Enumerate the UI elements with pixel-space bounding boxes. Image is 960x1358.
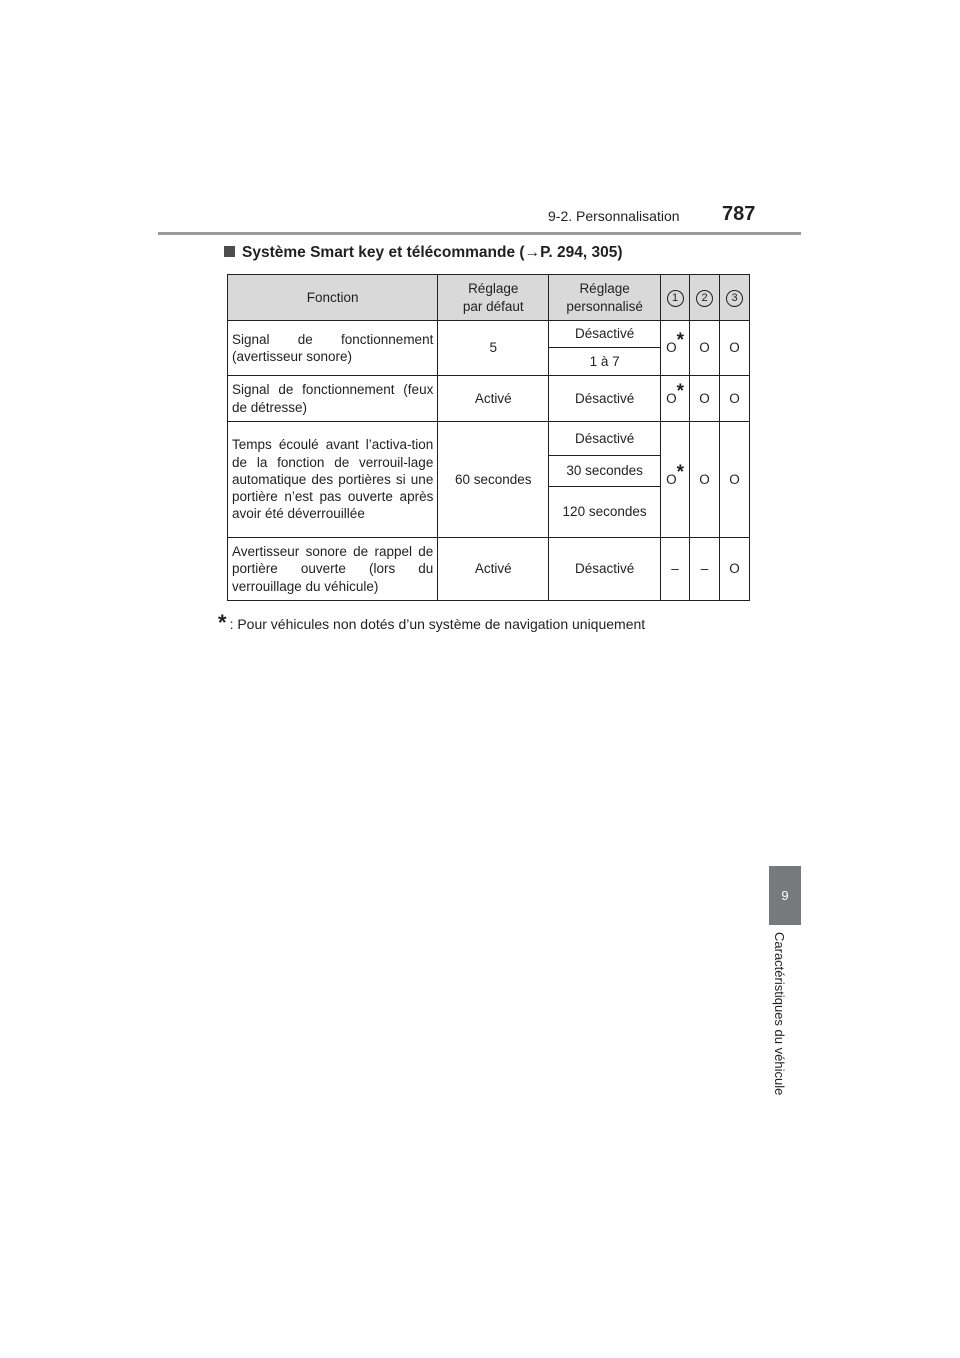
row-col1: O*	[661, 422, 690, 538]
row-function: Signal de fonctionnement (feux de détresse)	[228, 376, 438, 422]
chapter-tab	[769, 866, 801, 925]
square-bullet-icon	[224, 246, 235, 257]
row-default: 5	[438, 321, 549, 376]
number-2-icon: 2	[696, 290, 713, 307]
header-col3	[720, 275, 750, 321]
row-custom: Désactivé	[549, 321, 661, 348]
header-default: Réglage par défaut	[438, 275, 549, 321]
header-col2	[690, 275, 720, 321]
table-row	[228, 538, 750, 601]
row-custom: Désactivé	[549, 422, 661, 456]
row-custom: Désactivé	[549, 538, 661, 601]
section-title-text: Système Smart key et télécommande (	[242, 244, 525, 261]
table-row	[228, 422, 750, 456]
header-col1	[661, 275, 690, 321]
row-default: Activé	[438, 376, 549, 422]
row-col3: O	[720, 538, 750, 601]
row-function: Temps écoulé avant l’activa-tion de la fonction de verrouil-lage automatique des portières si une portière n’est pas ouverte après avoir été déverrouillée	[228, 422, 438, 538]
row-col1: –	[661, 538, 690, 601]
footnote-text: : Pour véhicules non dotés d’un système de navigation uniquement	[229, 616, 646, 632]
row-col2: O	[690, 422, 720, 538]
settings-table	[227, 274, 750, 601]
chapter-number: 9	[781, 888, 789, 903]
row-function: Avertisseur sonore de rappel de portière ouverte (lors du verrouillage du véhicule)	[228, 538, 438, 601]
row-function: Signal de fonctionnement (avertisseur sonore)	[228, 321, 438, 376]
row-col2: O	[690, 376, 720, 422]
table-row	[228, 376, 750, 422]
row-custom: 30 secondes	[549, 456, 661, 487]
row-col3: O	[720, 321, 750, 376]
asterisk-icon: *	[218, 610, 227, 635]
row-col3: O	[720, 422, 750, 538]
footnote	[218, 610, 645, 636]
asterisk-icon: *	[676, 330, 685, 352]
section-header: 9-2. Personnalisation	[548, 208, 680, 224]
page-number: 787	[722, 203, 756, 225]
row-custom: Désactivé	[549, 376, 661, 422]
chapter-label: Caractéristiques du véhicule	[772, 932, 787, 1096]
row-default: Activé	[438, 538, 549, 601]
section-title-ref: P. 294, 305)	[540, 244, 623, 261]
section-title	[224, 244, 623, 262]
row-col3: O	[720, 376, 750, 422]
row-default: 60 secondes	[438, 422, 549, 538]
asterisk-icon: *	[676, 461, 685, 483]
row-col1: O*	[661, 321, 690, 376]
number-3-icon: 3	[726, 290, 743, 307]
arrow-icon: →	[524, 244, 541, 261]
header-rule	[158, 232, 801, 235]
row-col2: –	[690, 538, 720, 601]
table-header-row	[228, 275, 750, 321]
row-custom: 1 à 7	[549, 348, 661, 376]
row-custom: 120 secondes	[549, 487, 661, 538]
table-row	[228, 321, 750, 348]
number-1-icon: 1	[667, 290, 684, 307]
header-custom: Réglage personnalisé	[549, 275, 661, 321]
asterisk-icon: *	[676, 380, 685, 402]
header-function: Fonction	[228, 275, 438, 321]
row-col2: O	[690, 321, 720, 376]
row-col1: O*	[661, 376, 690, 422]
